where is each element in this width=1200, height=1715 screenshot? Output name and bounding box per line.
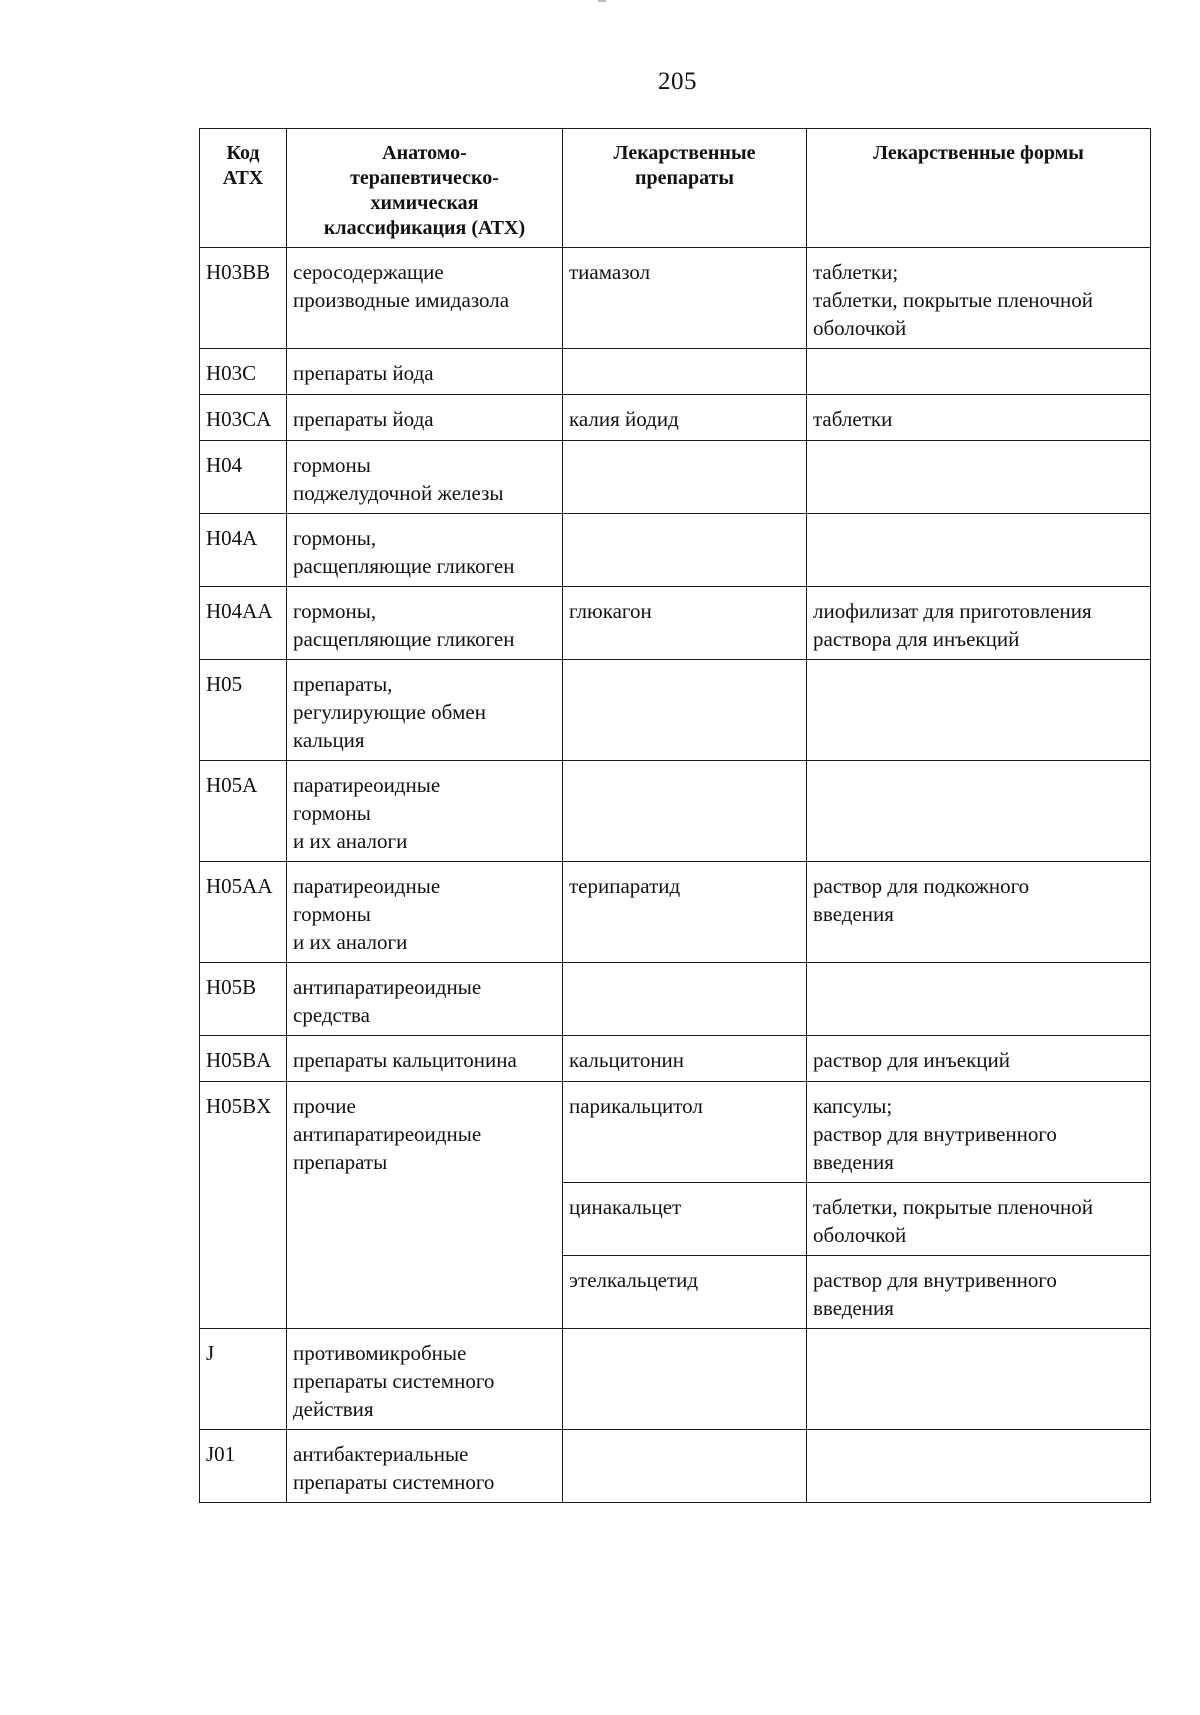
drug-cell (563, 761, 807, 862)
drug-cell (563, 587, 807, 660)
forms-cell (807, 441, 1151, 514)
classification-cell (287, 248, 563, 349)
table-row (200, 1082, 1151, 1183)
classification-cell (287, 1430, 563, 1503)
forms-cell-line: раствор для инъекций (813, 1048, 1010, 1072)
atx-code: H04 (206, 453, 243, 477)
drug-cell (563, 514, 807, 587)
header-row (200, 129, 1151, 248)
classification-cell-line: расщепляющие гликоген (293, 554, 515, 578)
header-line: АТХ (222, 167, 264, 189)
classification-cell-line: гормоны (293, 801, 371, 825)
atx-code: H05BA (206, 1048, 272, 1072)
classification-cell-line: гормоны, (293, 599, 377, 623)
table-row (200, 395, 1151, 441)
classification-cell-line: паратиреоидные (293, 773, 441, 797)
code-cell (200, 1036, 287, 1082)
drug-cell-line: кальцитонин (569, 1048, 685, 1072)
atx-code: H04A (206, 526, 258, 550)
atx-code: H05AA (206, 874, 273, 898)
forms-cell-line: введения (813, 1296, 894, 1320)
drug-cell-line: калия йодид (569, 407, 679, 431)
code-cell (200, 441, 287, 514)
table-row (200, 963, 1151, 1036)
header-line: Код (226, 142, 260, 164)
classification-cell (287, 1082, 563, 1329)
drug-cell (563, 1036, 807, 1082)
forms-cell (807, 1082, 1151, 1183)
drug-cell (563, 1329, 807, 1430)
header-line: химическая (370, 192, 479, 214)
header-line: препараты (634, 167, 735, 189)
classification-cell-line: препараты системного (293, 1369, 495, 1393)
classification-cell-line: паратиреоидные (293, 874, 441, 898)
table-row (200, 862, 1151, 963)
classification-cell (287, 514, 563, 587)
atx-code: H03C (206, 361, 257, 385)
classification-cell (287, 761, 563, 862)
forms-cell (807, 349, 1151, 395)
classification-cell (287, 587, 563, 660)
drug-cell-line: терипаратид (569, 874, 681, 898)
forms-cell (807, 248, 1151, 349)
table-row (200, 514, 1151, 587)
atx-code: H04AA (206, 599, 273, 623)
classification-cell-line: поджелудочной железы (293, 481, 504, 505)
forms-cell-line: оболочкой (813, 1223, 907, 1247)
drug-cell-line: парикальцитол (569, 1094, 703, 1118)
classification-cell-line: производные имидазола (293, 288, 510, 312)
classification-cell-line: антибактериальные (293, 1442, 469, 1466)
classification-cell-line: и их аналоги (293, 829, 408, 853)
forms-cell (807, 395, 1151, 441)
table-header (200, 129, 1151, 248)
classification-cell-line: гормоны (293, 453, 371, 477)
forms-cell (807, 1329, 1151, 1430)
classification-cell-line: препараты (293, 1150, 388, 1174)
drug-cell (563, 660, 807, 761)
header-line: Анатомо- (382, 142, 467, 164)
code-cell (200, 395, 287, 441)
classification-cell (287, 660, 563, 761)
atx-code: H05B (206, 975, 257, 999)
classification-cell (287, 1329, 563, 1430)
header-line: терапевтическо- (350, 167, 499, 189)
forms-cell-line: раствор для внутривенного (813, 1122, 1057, 1146)
drug-cell (563, 1256, 807, 1329)
forms-cell (807, 660, 1151, 761)
code-cell (200, 761, 287, 862)
classification-cell (287, 441, 563, 514)
atx-code: H03BB (206, 260, 271, 284)
drug-cell (563, 1183, 807, 1256)
forms-cell-line: капсулы; (813, 1094, 893, 1118)
drug-cell (563, 1082, 807, 1183)
code-cell (200, 862, 287, 963)
table-row (200, 1430, 1151, 1503)
classification-cell (287, 1036, 563, 1082)
header-drugs (563, 129, 807, 248)
forms-cell-line: введения (813, 902, 894, 926)
classification-cell (287, 862, 563, 963)
classification-cell-line: регулирующие обмен (293, 700, 486, 724)
scan-artifact (598, 0, 606, 2)
classification-cell-line: препараты йода (293, 361, 434, 385)
drug-cell (563, 349, 807, 395)
atx-code: H05BX (206, 1094, 272, 1118)
classification-cell-line: расщепляющие гликоген (293, 627, 515, 651)
drug-cell (563, 1430, 807, 1503)
forms-cell-line: раствор для подкожного (813, 874, 1030, 898)
classification-cell-line: противомикробные (293, 1341, 467, 1365)
forms-cell (807, 587, 1151, 660)
atx-code: H03CA (206, 407, 272, 431)
header-line: Лекарственные формы (873, 142, 1084, 164)
table-row (200, 761, 1151, 862)
classification-cell-line: антипаратиреоидные (293, 1122, 482, 1146)
forms-cell-line: таблетки; (813, 260, 899, 284)
forms-cell-line: оболочкой (813, 316, 907, 340)
drug-cell (563, 395, 807, 441)
classification-cell-line: антипаратиреоидные (293, 975, 482, 999)
classification-cell (287, 395, 563, 441)
table-row (200, 660, 1151, 761)
classification-cell (287, 349, 563, 395)
header-classification (287, 129, 563, 248)
code-cell (200, 349, 287, 395)
classification-cell-line: препараты йода (293, 407, 434, 431)
classification-cell (287, 963, 563, 1036)
atx-classification-table (199, 128, 1151, 1503)
header-code (200, 129, 287, 248)
forms-cell (807, 1256, 1151, 1329)
atx-code: H05A (206, 773, 258, 797)
table-row (200, 441, 1151, 514)
code-cell (200, 1430, 287, 1503)
drug-cell-line: тиамазол (569, 260, 651, 284)
forms-cell (807, 514, 1151, 587)
header-line: классификация (АТХ) (323, 217, 526, 239)
forms-cell (807, 862, 1151, 963)
table-body (200, 248, 1151, 1503)
forms-cell (807, 1183, 1151, 1256)
classification-cell-line: препараты системного (293, 1470, 495, 1494)
classification-cell-line: препараты кальцитонина (293, 1048, 517, 1072)
classification-cell-line: препараты, (293, 672, 393, 696)
code-cell (200, 963, 287, 1036)
code-cell (200, 1082, 287, 1329)
forms-cell-line: таблетки, покрытые пленочной (813, 288, 1094, 312)
classification-cell-line: и их аналоги (293, 930, 408, 954)
forms-cell-line: раствор для внутривенного (813, 1268, 1057, 1292)
classification-cell-line: кальция (293, 728, 365, 752)
drug-cell-line: этелкальцетид (569, 1268, 699, 1292)
classification-cell-line: гормоны, (293, 526, 377, 550)
drug-cell-line: цинакальцет (569, 1195, 682, 1219)
drug-cell-line: глюкагон (569, 599, 652, 623)
forms-cell (807, 1036, 1151, 1082)
table-row (200, 587, 1151, 660)
drug-cell (563, 862, 807, 963)
code-cell (200, 587, 287, 660)
atx-code: H05 (206, 672, 243, 696)
forms-cell-line: таблетки, покрытые пленочной (813, 1195, 1094, 1219)
forms-cell-line: лиофилизат для приготовления (813, 599, 1092, 623)
forms-cell (807, 1430, 1151, 1503)
classification-cell-line: прочие (293, 1094, 356, 1118)
classification-cell-line: серосодержащие (293, 260, 444, 284)
classification-cell-line: действия (293, 1397, 374, 1421)
drug-cell (563, 441, 807, 514)
forms-cell-line: раствора для инъекций (813, 627, 1020, 651)
atx-code: J01 (206, 1442, 236, 1466)
table-row (200, 248, 1151, 349)
code-cell (200, 514, 287, 587)
page-number: 205 (658, 68, 697, 95)
header-line: Лекарственные (613, 142, 756, 164)
table-row (200, 349, 1151, 395)
header-forms (807, 129, 1151, 248)
drug-cell (563, 248, 807, 349)
table-row (200, 1329, 1151, 1430)
forms-cell-line: таблетки (813, 407, 893, 431)
code-cell (200, 1329, 287, 1430)
code-cell (200, 660, 287, 761)
classification-cell-line: средства (293, 1003, 371, 1027)
classification-cell-line: гормоны (293, 902, 371, 926)
atx-code: J (206, 1341, 215, 1365)
table-row (200, 1036, 1151, 1082)
forms-cell (807, 761, 1151, 862)
code-cell (200, 248, 287, 349)
drug-cell (563, 963, 807, 1036)
forms-cell-line: введения (813, 1150, 894, 1174)
forms-cell (807, 963, 1151, 1036)
